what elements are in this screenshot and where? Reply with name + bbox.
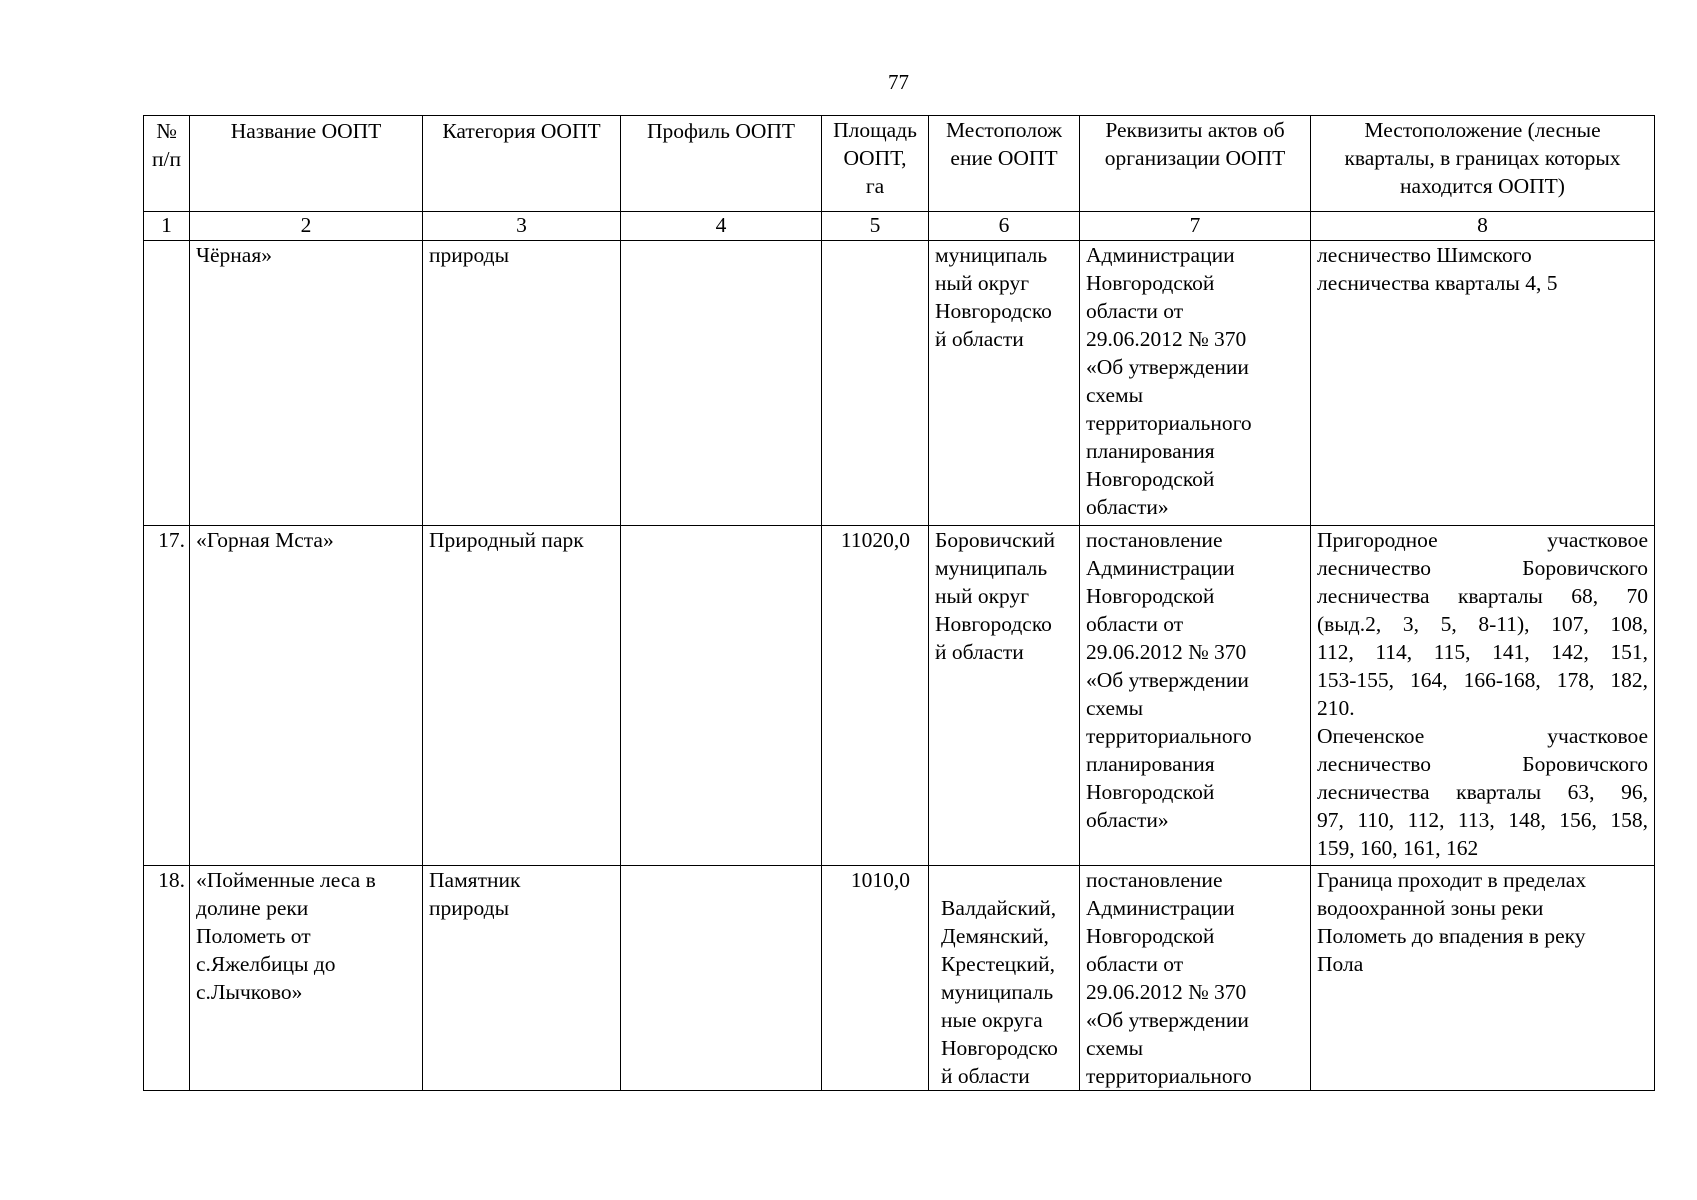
forest-location-line: 159, 160, 161, 162 (1317, 836, 1479, 860)
header-row (144, 116, 1655, 212)
column-number: 7 (1080, 212, 1311, 241)
forest-location-line: 153-155, 164, 166-168, 178, 182, (1317, 668, 1648, 692)
oopt-table (143, 115, 1655, 1091)
oopt-area (822, 241, 929, 526)
column-number: 1 (144, 212, 190, 241)
column-number: 2 (190, 212, 423, 241)
forest-location-line: лесничество Шимского (1317, 243, 1532, 267)
column-number: 3 (423, 212, 621, 241)
oopt-forest-location (1311, 526, 1655, 866)
oopt-profile (621, 866, 822, 1091)
oopt-name: «Горная Мста» (190, 526, 423, 866)
oopt-profile (621, 526, 822, 866)
oopt-category: Памятник природы (423, 866, 621, 1091)
oopt-area: 11020,0 (822, 526, 929, 866)
header-category: Категория ООПТ (423, 116, 621, 212)
oopt-forest-location (1311, 241, 1655, 526)
oopt-category: природы (423, 241, 621, 526)
oopt-location: муниципаль ный округ Новгородско й области (929, 241, 1080, 526)
row-number (144, 241, 190, 526)
forest-location-line: лесничество Боровичского (1317, 556, 1648, 580)
table-row (144, 866, 1655, 1091)
column-number: 5 (822, 212, 929, 241)
header-requisites: Реквизиты актов об организации ООПТ (1080, 116, 1311, 212)
forest-location-line: Пола (1317, 952, 1364, 976)
forest-location-line: лесничества кварталы 4, 5 (1317, 271, 1558, 295)
page-number: 77 (888, 70, 909, 94)
header-name: Название ООПТ (190, 116, 423, 212)
oopt-location-cell (929, 866, 1080, 1091)
oopt-requisites: постановление Администрации Новгородской области от 29.06.2012 № 370 «Об утверждении схемы территориального планирования Новгородской области» (1080, 526, 1311, 866)
header-num: № п/п (144, 116, 190, 212)
forest-location-line: 210. (1317, 696, 1355, 720)
forest-location-line: Опеченское участковое (1317, 724, 1648, 748)
header-profile: Профиль ООПТ (621, 116, 822, 212)
oopt-requisites: постановление Администрации Новгородской области от 29.06.2012 № 370 «Об утверждении схемы территориального (1080, 866, 1311, 1091)
column-number: 6 (929, 212, 1080, 241)
column-number: 4 (621, 212, 822, 241)
forest-location-line: лесничество Боровичского (1317, 752, 1648, 776)
forest-location-line: Полометь до впадения в реку (1317, 924, 1586, 948)
forest-location-line: (выд.2, 3, 5, 8-11), 107, 108, (1317, 612, 1648, 636)
forest-location-line: лесничества кварталы 63, 96, (1317, 780, 1648, 804)
row-number: 17. (144, 526, 190, 866)
table-row (144, 526, 1655, 866)
oopt-profile (621, 241, 822, 526)
forest-location-line: лесничества кварталы 68, 70 (1317, 584, 1648, 608)
header-forest-location: Местоположение (лесные кварталы, в границах которых находится ООПТ) (1311, 116, 1655, 212)
oopt-forest-location (1311, 866, 1655, 1091)
row-number: 18. (144, 866, 190, 1091)
forest-location-line: 97, 110, 112, 113, 148, 156, 158, (1317, 808, 1648, 832)
forest-location-line: 112, 114, 115, 141, 142, 151, (1317, 640, 1648, 664)
forest-location-line: Граница проходит в пределах (1317, 868, 1587, 892)
header-area: Площадь ООПТ, га (822, 116, 929, 212)
oopt-location: Валдайский, Демянский, Крестецкий, муниципаль ные округа Новгородско й области (941, 896, 1058, 1088)
oopt-area: 1010,0 (822, 866, 929, 1091)
column-number-row (144, 212, 1655, 241)
oopt-requisites: Администрации Новгородской области от 29.06.2012 № 370 «Об утверждении схемы территориального планирования Новгородской области» (1080, 241, 1311, 526)
forest-location-line: Пригородное участковое (1317, 528, 1648, 552)
table-row (144, 241, 1655, 526)
column-number: 8 (1311, 212, 1655, 241)
header-location: Местополож ение ООПТ (929, 116, 1080, 212)
oopt-category: Природный парк (423, 526, 621, 866)
oopt-location: Боровичский муниципаль ный округ Новгородско й области (929, 526, 1080, 866)
forest-location-line: водоохранной зоны реки (1317, 896, 1544, 920)
oopt-name: «Пойменные леса в долине реки Полометь от с.Яжелбицы до с.Лычково» (190, 866, 423, 1091)
oopt-name: Чёрная» (190, 241, 423, 526)
